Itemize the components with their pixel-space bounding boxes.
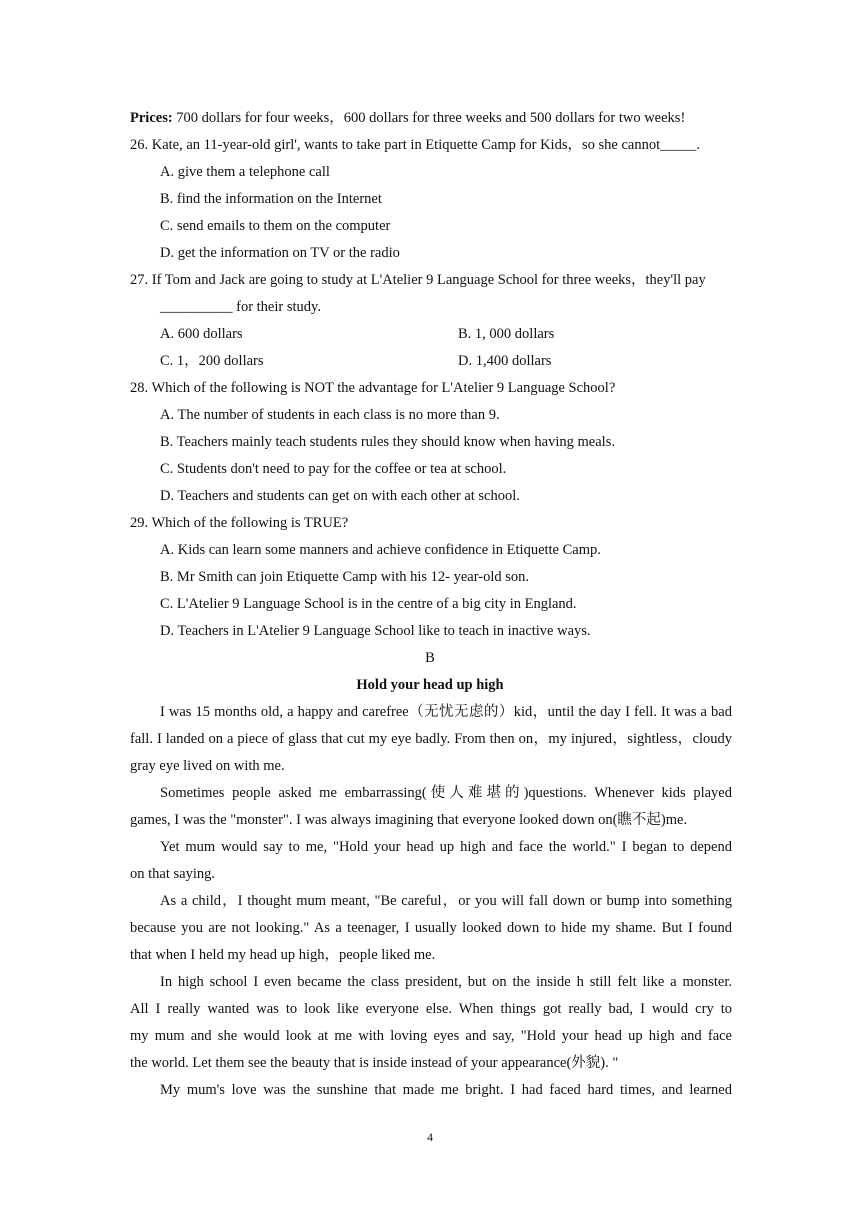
page-number: 4: [427, 1130, 433, 1144]
paragraph-5-line-2: All I really wanted was to look like everyone else. When things got really bad, I would cry to: [130, 1001, 732, 1017]
question-27-option-d: D. 1,400 dollars: [458, 353, 552, 369]
question-28-stem: 28. Which of the following is NOT the advantage for L'Atelier 9 Language School?: [130, 380, 616, 396]
paragraph-5-line-4: the world. Let them see the beauty that is inside instead of your appearance(外貌). ": [130, 1055, 619, 1071]
question-27-option-a: A. 600 dollars: [160, 326, 243, 342]
question-27-stem: 27. If Tom and Jack are going to study at L'Atelier 9 Language School for three weeks，they'll pay: [130, 272, 706, 288]
question-29-stem: 29. Which of the following is TRUE?: [130, 515, 349, 531]
paragraph-1-line-2: fall. I landed on a piece of glass that cut my eye badly. From then on，my injured，sightless，cloudy: [130, 731, 732, 747]
paragraph-5-line-1: In high school I even became the class president, but on the inside h still felt like a monster.: [160, 974, 732, 990]
question-29-option-c: C. L'Atelier 9 Language School is in the centre of a big city in England.: [160, 596, 577, 612]
question-28-option-b: B. Teachers mainly teach students rules they should know when having meals.: [160, 434, 615, 450]
prices-label: Prices:: [130, 110, 173, 126]
question-26-option-d: D. get the information on TV or the radio: [160, 245, 400, 261]
paragraph-4-line-1: As a child，I thought mum meant, "Be careful，or you will fall down or bump into something: [160, 893, 732, 909]
prices-text: 700 dollars for four weeks，600 dollars for three weeks and 500 dollars for two weeks!: [172, 110, 686, 126]
question-26-option-a: A. give them a telephone call: [160, 164, 330, 180]
paragraph-3-line-2: on that saying.: [130, 866, 215, 882]
paragraph-1-line-1: I was 15 months old, a happy and carefree（无忧无虑的）kid，until the day I fell. It was a bad: [160, 704, 732, 720]
section-letter: B: [425, 650, 435, 666]
question-27-option-c: C. 1，200 dollars: [160, 353, 264, 369]
question-29-option-a: A. Kids can learn some manners and achieve confidence in Etiquette Camp.: [160, 542, 601, 558]
paragraph-3-line-1: Yet mum would say to me, "Hold your head up high and face the world." I began to depend: [160, 839, 732, 855]
paragraph-2-line-1: Sometimes people asked me embarrassing(使人难堪的)questions. Whenever kids played: [160, 785, 732, 801]
question-26-option-c: C. send emails to them on the computer: [160, 218, 391, 234]
question-29-option-d: D. Teachers in L'Atelier 9 Language School like to teach in inactive ways.: [160, 623, 591, 639]
passage-title: Hold your head up high: [356, 677, 504, 693]
question-27-stem-continued: __________ for their study.: [160, 299, 321, 315]
paragraph-1-line-3: gray eye lived on with me.: [130, 758, 285, 774]
question-27-option-b: B. 1, 000 dollars: [458, 326, 555, 342]
paragraph-4-line-3: that when I held my head up high，people liked me.: [130, 947, 436, 963]
paragraph-5-line-3: my mum and she would look at me with loving eyes and say, "Hold your head up high and face: [130, 1028, 732, 1044]
prices-line: [130, 109, 685, 127]
paragraph-4-line-2: because you are not looking." As a teenager, I usually looked down to hide my shame. But I found: [130, 920, 732, 936]
question-28-option-d: D. Teachers and students can get on with each other at school.: [160, 488, 520, 504]
paragraph-6-line-1: My mum's love was the sunshine that made me bright. I had faced hard times, and learned: [160, 1082, 732, 1098]
question-28-option-a: A. The number of students in each class is no more than 9.: [160, 407, 500, 423]
paragraph-2-line-2: games, I was the "monster". I was always imagining that everyone looked down on(瞧不起)me.: [130, 812, 688, 828]
question-26-option-b: B. find the information on the Internet: [160, 191, 382, 207]
question-29-option-b: B. Mr Smith can join Etiquette Camp with his 12- year-old son.: [160, 569, 530, 585]
question-26-stem: 26. Kate, an 11-year-old girl', wants to take part in Etiquette Camp for Kids，so she cannot_____.: [130, 137, 700, 153]
question-28-option-c: C. Students don't need to pay for the coffee or tea at school.: [160, 461, 507, 477]
